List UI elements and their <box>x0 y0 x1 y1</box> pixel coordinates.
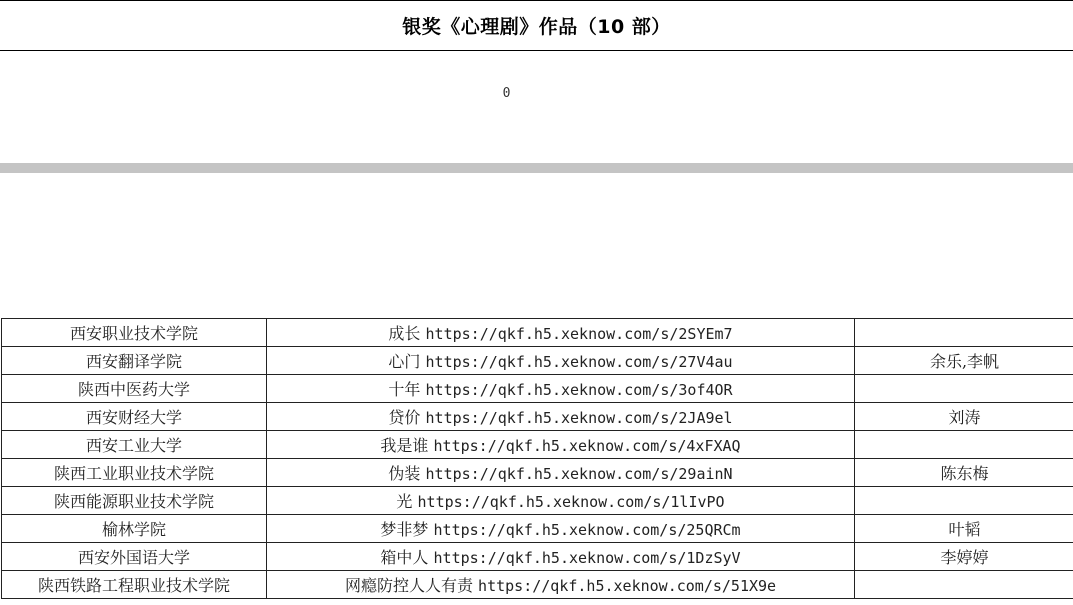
people-cell <box>855 319 1073 347</box>
school-cell: 西安工业大学 <box>2 431 267 459</box>
school-cell: 陕西中医药大学 <box>2 375 267 403</box>
work-cell <box>267 459 855 487</box>
count-value: 0 <box>502 86 511 101</box>
work-cell <box>267 543 855 571</box>
table-row <box>2 431 1073 459</box>
title-bar <box>0 0 1073 51</box>
work-name: 伪装 <box>388 464 421 483</box>
school-cell: 陕西铁路工程职业技术学院 <box>2 571 267 599</box>
table-row <box>2 515 1073 543</box>
table-row <box>2 571 1073 599</box>
school-cell: 陕西能源职业技术学院 <box>2 487 267 515</box>
work-name: 贷价 <box>388 408 421 427</box>
work-cell <box>267 347 855 375</box>
people-cell <box>855 431 1073 459</box>
school-cell: 西安翻译学院 <box>2 347 267 375</box>
table-row <box>2 347 1073 375</box>
table-row <box>2 459 1073 487</box>
work-name: 梦非梦 <box>380 520 429 539</box>
section-divider <box>0 163 1073 173</box>
school-cell: 榆林学院 <box>2 515 267 543</box>
work-link[interactable]: https://qkf.h5.xeknow.com/s/27V4au <box>425 353 733 371</box>
table-row <box>2 403 1073 431</box>
table-row <box>2 375 1073 403</box>
people-cell: 李婷婷 <box>855 543 1073 571</box>
people-cell <box>855 375 1073 403</box>
school-cell: 西安外国语大学 <box>2 543 267 571</box>
table-row <box>2 487 1073 515</box>
works-table <box>1 318 1073 599</box>
work-link[interactable]: https://qkf.h5.xeknow.com/s/4xFXAQ <box>433 437 741 455</box>
work-name: 十年 <box>388 380 421 399</box>
work-link[interactable]: https://qkf.h5.xeknow.com/s/1lIvPO <box>417 493 725 511</box>
people-cell <box>855 487 1073 515</box>
work-link[interactable]: https://qkf.h5.xeknow.com/s/2SYEm7 <box>425 325 733 343</box>
work-link[interactable]: https://qkf.h5.xeknow.com/s/51X9e <box>478 577 777 595</box>
work-cell <box>267 319 855 347</box>
work-name: 我是谁 <box>380 436 429 455</box>
work-cell <box>267 375 855 403</box>
school-cell: 西安职业技术学院 <box>2 319 267 347</box>
school-cell: 陕西工业职业技术学院 <box>2 459 267 487</box>
work-cell <box>267 515 855 543</box>
people-cell: 叶韬 <box>855 515 1073 543</box>
work-cell <box>267 403 855 431</box>
work-name: 网瘾防控人人有责 <box>344 576 473 595</box>
work-name: 箱中人 <box>380 548 429 567</box>
work-link[interactable]: https://qkf.h5.xeknow.com/s/2JA9el <box>425 409 733 427</box>
work-name: 成长 <box>388 324 421 343</box>
people-cell <box>855 571 1073 599</box>
people-cell: 陈东梅 <box>855 459 1073 487</box>
people-cell: 刘涛 <box>855 403 1073 431</box>
table-row <box>2 319 1073 347</box>
work-cell <box>267 571 855 599</box>
page-title: 银奖《心理剧》作品（10 部） <box>402 16 671 38</box>
work-name: 光 <box>396 492 413 511</box>
work-cell <box>267 487 855 515</box>
work-name: 心门 <box>388 352 421 371</box>
work-link[interactable]: https://qkf.h5.xeknow.com/s/1DzSyV <box>433 549 741 567</box>
table-row <box>2 543 1073 571</box>
works-table-body <box>2 319 1073 599</box>
work-cell <box>267 431 855 459</box>
work-link[interactable]: https://qkf.h5.xeknow.com/s/3of4OR <box>425 381 733 399</box>
people-cell: 余乐,李帆 <box>855 347 1073 375</box>
work-link[interactable]: https://qkf.h5.xeknow.com/s/29ainN <box>425 465 733 483</box>
work-link[interactable]: https://qkf.h5.xeknow.com/s/25QRCm <box>433 521 741 539</box>
school-cell: 西安财经大学 <box>2 403 267 431</box>
